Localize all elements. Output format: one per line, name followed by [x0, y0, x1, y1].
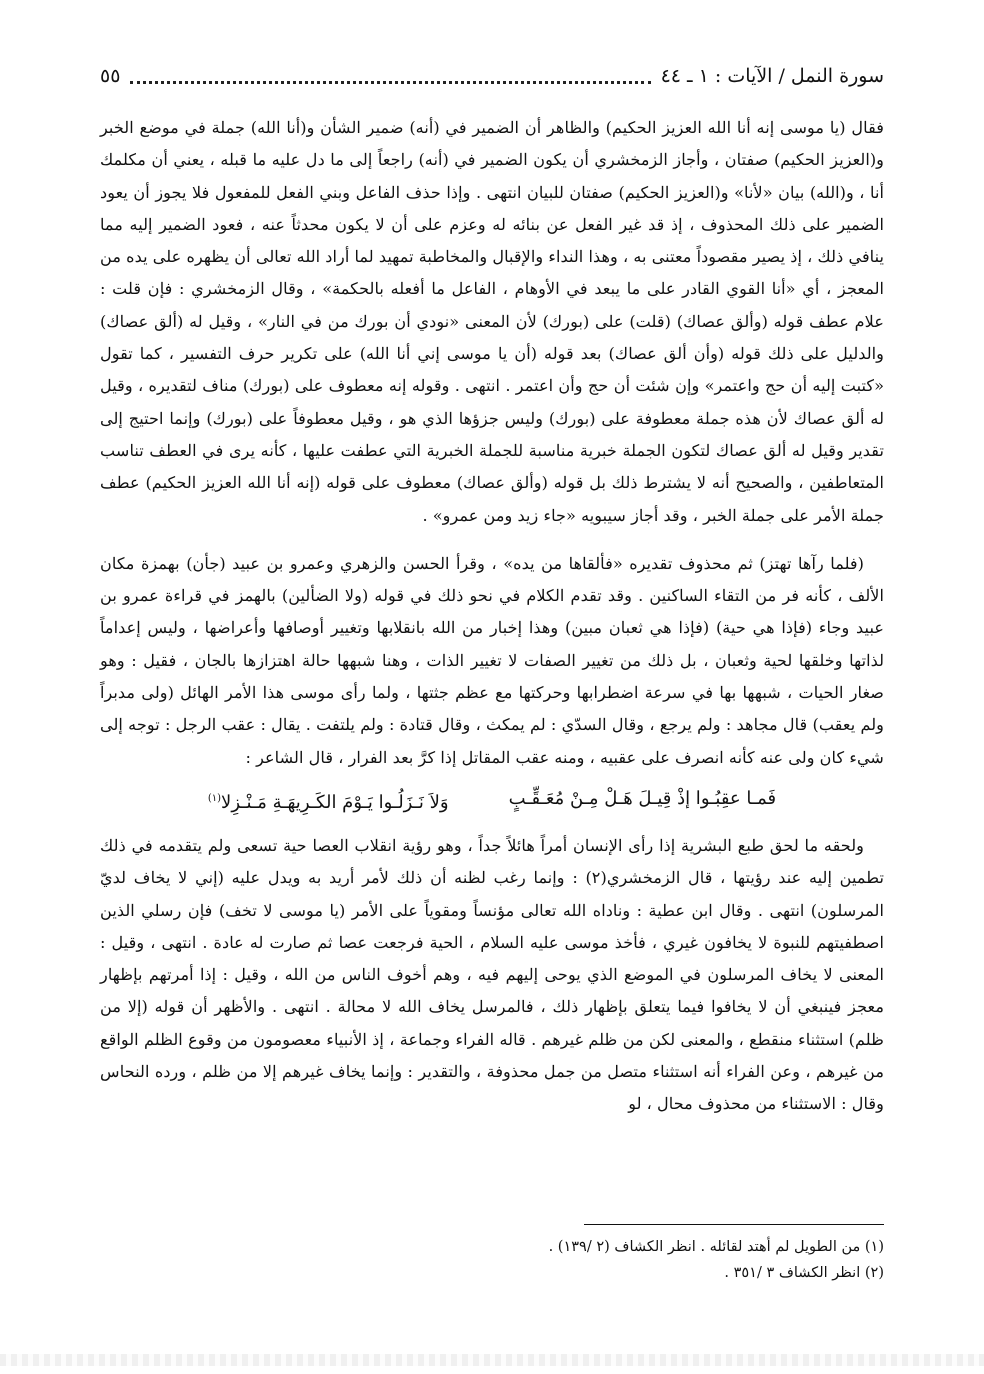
running-header — [100, 62, 884, 90]
footnotes — [300, 1234, 884, 1286]
footnote-1: (١) من الطويل لم أهتد لقائله . انظر الكشاف (٢ /١٣٩) . — [548, 1239, 884, 1255]
surah-title: سورة النمل / الآيات : ١ ـ ٤٤ — [660, 65, 884, 87]
paragraph-1: فقال (يا موسى إنه أنا الله العزيز الحكيم) والظاهر أن الضمير في (أنه) ضمير الشأن و(أنا الله) جملة في موضع الخبر و(العزيز الحكيم) صفتان ، وأجاز الزمخشري أن يكون الضمير في (أنه) راجعاً إلى ما دل عليه ما قبله ، يعني أن مكلمك أنا ، و(الله) بيان «لأنا» و(العزيز الحكيم) صفتان للبيان انتهى . وإذا حذف الفاعل وبني الفعل للمفعول فلا يجوز أن يعود الضمير على ذلك المحذوف ، إذ قد غير الفعل عن بنائه له وعزم على أن لا يكون محدثاً عنه ، فعود الضمير إليه مما ينافي ذلك ، إذ يصير مقصوداً معتنى به ، وهذا النداء والإقبال والمخاطبة تمهيد لما أراد الله تعالى أن يظهره على يده من المعجز ، أي «أنا القوي القادر على ما يبعد في الأوهام ، الفاعل ما أفعله بالحكمة» ، وقال الزمخشري : فإن قلت : علام عطف قوله (وألق عصاك) (قلت) على (بورك) لأن المعنى «نودي أن بورك من في النار» ، وقيل له (ألق عصاك) والدليل على ذلك قوله (وأن ألق عصاك) بعد قوله (أن يا موسى إني أنا الله) على تكرير حرف التفسير ، كما تقول «كتبت إليه أن حج واعتمر» وإن شئت أن حج وأن اعتمر . انتهى . وقوله إنه معطوف على (بورك) مناف لتقديره ، وقيل له ألق عصاك لأن هذه جملة معطوفة على (بورك) وليس جزؤها الذي هو ، وقيل معطوفاً على (بورك) وإنما احتيج إلى تقدير وقيل له ألق عصاك لتكون الجملة خبرية مناسبة للجملة الخبرية التي عطفت عليها ، كأنه يرى في العطف تناسب المتعاطفين ، والصحيح أنه لا يشترط ذلك بل قوله (وألق عصاك) معطوف على قوله (إنه أنا الله العزيز الحكيم) عطف جملة الأمر على جملة الخبر ، وقد أجاز سيبويه «جاء زيد ومن عمرو» . — [100, 118, 884, 525]
poetry-verse — [100, 780, 884, 822]
paragraph-2: (فلما رآها تهتز) ثم محذوف تقديره «فألقاها من يده» ، وقرأ الحسن والزهري وعمرو بن عبيد (جأن) بهمزة مكان الألف ، كأنه فر من التقاء الساكنين . وقد تقدم الكلام في نحو ذلك في قوله (ولا الضألين) بالهمز في قراءة عمرو بن عبيد وجاء (فإذا هي حية) (فإذا هي ثعبان مبين) وهذا إخبار من الله بانقلابها وتغيير أوصافها وأعراضها ، وليس إعداماً لذاتها وخلقها لحية وثعبان ، بل ذلك من تغيير الصفات لا تغيير الذات ، وهنا شبهها حالة اهتزازها بالجان ، فقيل : وهو صغار الحيات ، شبهها بها في سرعة اضطرابها وحركتها مع عظم جثتها ، ولما رأى موسى هذا الأمر الهائل (ولى مدبراً ولم يعقب) قال مجاهد : ولم يرجع ، وقال السدّي : لم يمكث ، وقال قتادة : ولم يلتفت . يقال : عقب الرجل : توجه إلى شيء كان ولى عنه كأنه انصرف على عقبيه ، ومنه عقب المقاتل إذا كرَّ بعد الفرار ، قال الشاعر : — [100, 553, 884, 767]
footnote-ref-1: (١) — [207, 792, 222, 804]
verse-second-hemistich — [208, 780, 449, 822]
verse-first-hemistich: فَمـا عقِبُـوا إذْ قِيـلَ هَـلْ مِـنْ مُعَـقِّـبٍ — [508, 787, 777, 809]
verse-second-text: وَلاَ نَـزَلُـوا يَـوْمَ الكَـرِيهَـةِ مَـنْـزِلا — [221, 791, 449, 813]
page-number: ٥٥ — [100, 65, 121, 87]
scan-artifact — [0, 1354, 984, 1366]
footnote-divider — [584, 1224, 884, 1225]
main-text — [100, 112, 884, 1121]
header-dot-leader — [130, 69, 650, 84]
footnote-2: (٢) انظر الكشاف ٣ /٣٥١ . — [724, 1265, 884, 1281]
paragraph-3: ولحقه ما لحق طبع البشرية إذا رأى الإنسان أمراً هائلاً جداً ، وهو رؤية انقلاب العصا حية تسعى ولم يتقدمه في ذلك تطمين إليه عند رؤيتها ، قال الزمخشري(٢) : وإنما رغب لظنه أن ذلك لأمر أريد به ويدل عليه (إني لا يخاف لديّ المرسلون) انتهى . وقال ابن عطية : وناداه الله تعالى مؤنساً ومقوياً على الأمر (يا موسى لا تخف) فإن رسلي الذين اصطفيتهم للنبوة لا يخافون غيري ، فأخذ موسى عليه السلام ، الحية فرجعت عصا ثم صارت له عادة . انتهى ، وقيل : المعنى لا يخاف المرسلون في الموضع الذي يوحى إليهم فيه ، وهم أخوف الناس من الله ، وقيل : إذا أمرتهم بإظهار معجز فينبغي أن لا يخافوا فيما يتعلق بإظهار ذلك ، فالمرسل يخاف الله لا محالة . انتهى . والأظهر أن قوله (إلا من ظلم) استثناء منقطع ، والمعنى لكن من ظلم غيرهم . قاله الفراء وجماعة ، إذ الأنبياء معصومون من وقوع الظلم الواقع من غيرهم ، وعن الفراء أنه استثناء متصل من جمل محذوفة ، والتقدير : وإنما يخاف غيرهم إلا من ظلم ، ورده النحاس وقال : الاستثناء من محذوف محال ، لو — [100, 835, 884, 1114]
